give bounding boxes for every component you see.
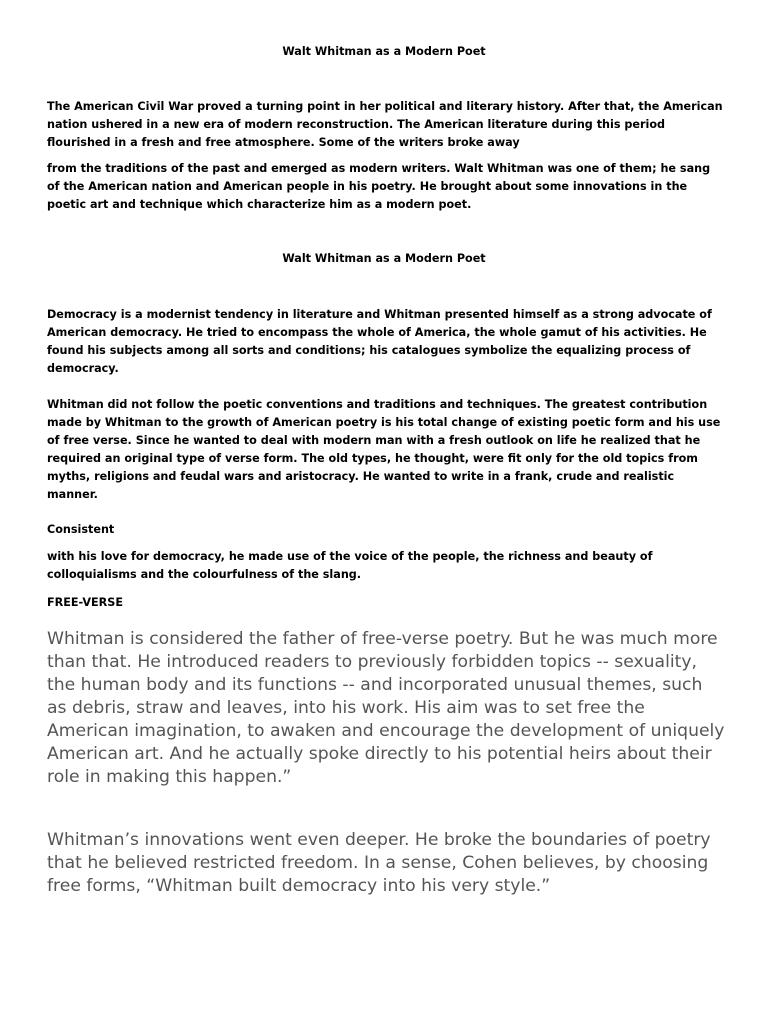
free-verse-heading: FREE-VERSE <box>47 596 123 609</box>
consistent-heading: Consistent <box>47 523 115 536</box>
section-title: Walt Whitman as a Modern Poet <box>282 252 486 265</box>
free-verse-quote-paragraph: Whitman is considered the father of free-verse poetry. But he was much more than that. He introduced readers to previously forbidden topics -- sexuality, the human body and its functions -- and incorporated unusual themes, such as debris, straw and leaves, into his work. His aim was to set free the American imagination, to awaken and encourage the development of uniquely American art. And he actually spoke directly to his potential heirs about their role in making this happen.” <box>47 629 725 787</box>
innovations-quote-paragraph: Whitman’s innovations went even deeper. He broke the boundaries of poetry that he believed restricted freedom. In a sense, Cohen believes, by choosing free forms, “Whitman built democracy into his very style.” <box>47 830 711 896</box>
colloquialism-paragraph: with his love for democracy, he made use of the voice of the people, the richness and beauty of colloquialisms and the colourfulness of the slang. <box>47 550 653 581</box>
document-title: Walt Whitman as a Modern Poet <box>282 45 486 58</box>
traditions-paragraph: from the traditions of the past and emerged as modern writers. Walt Whitman was one of them; he sang of the American nation and American people in his poetry. He brought about some innovations in the poetic art and technique which characterize him as a modern poet. <box>47 162 711 211</box>
intro-paragraph: The American Civil War proved a turning point in her political and literary history. After that, the American nation ushered in a new era of modern reconstruction. The American literature during this period flourished in a fresh and free atmosphere. Some of the writers broke away <box>47 100 723 149</box>
democracy-paragraph: Democracy is a modernist tendency in literature and Whitman presented himself as a strong advocate of American democracy. He tried to encompass the whole of America, the whole gamut of his activities. He found his subjects among all sorts and conditions; his catalogues symbolize the equalizing process of democracy. <box>47 308 712 375</box>
poetic-conventions-paragraph: Whitman did not follow the poetic conventions and traditions and techniques. The greatest contribution made by Whitman to the growth of American poetry is his total change of existing poetic form and his use of free verse. Since he wanted to deal with modern man with a fresh outlook on life he realized that he required an original type of verse form. The old types, he thought, were fit only for the old topics from myths, religions and feudal wars and aristocracy. He wanted to write in a frank, crude and realistic manner. <box>47 398 721 501</box>
